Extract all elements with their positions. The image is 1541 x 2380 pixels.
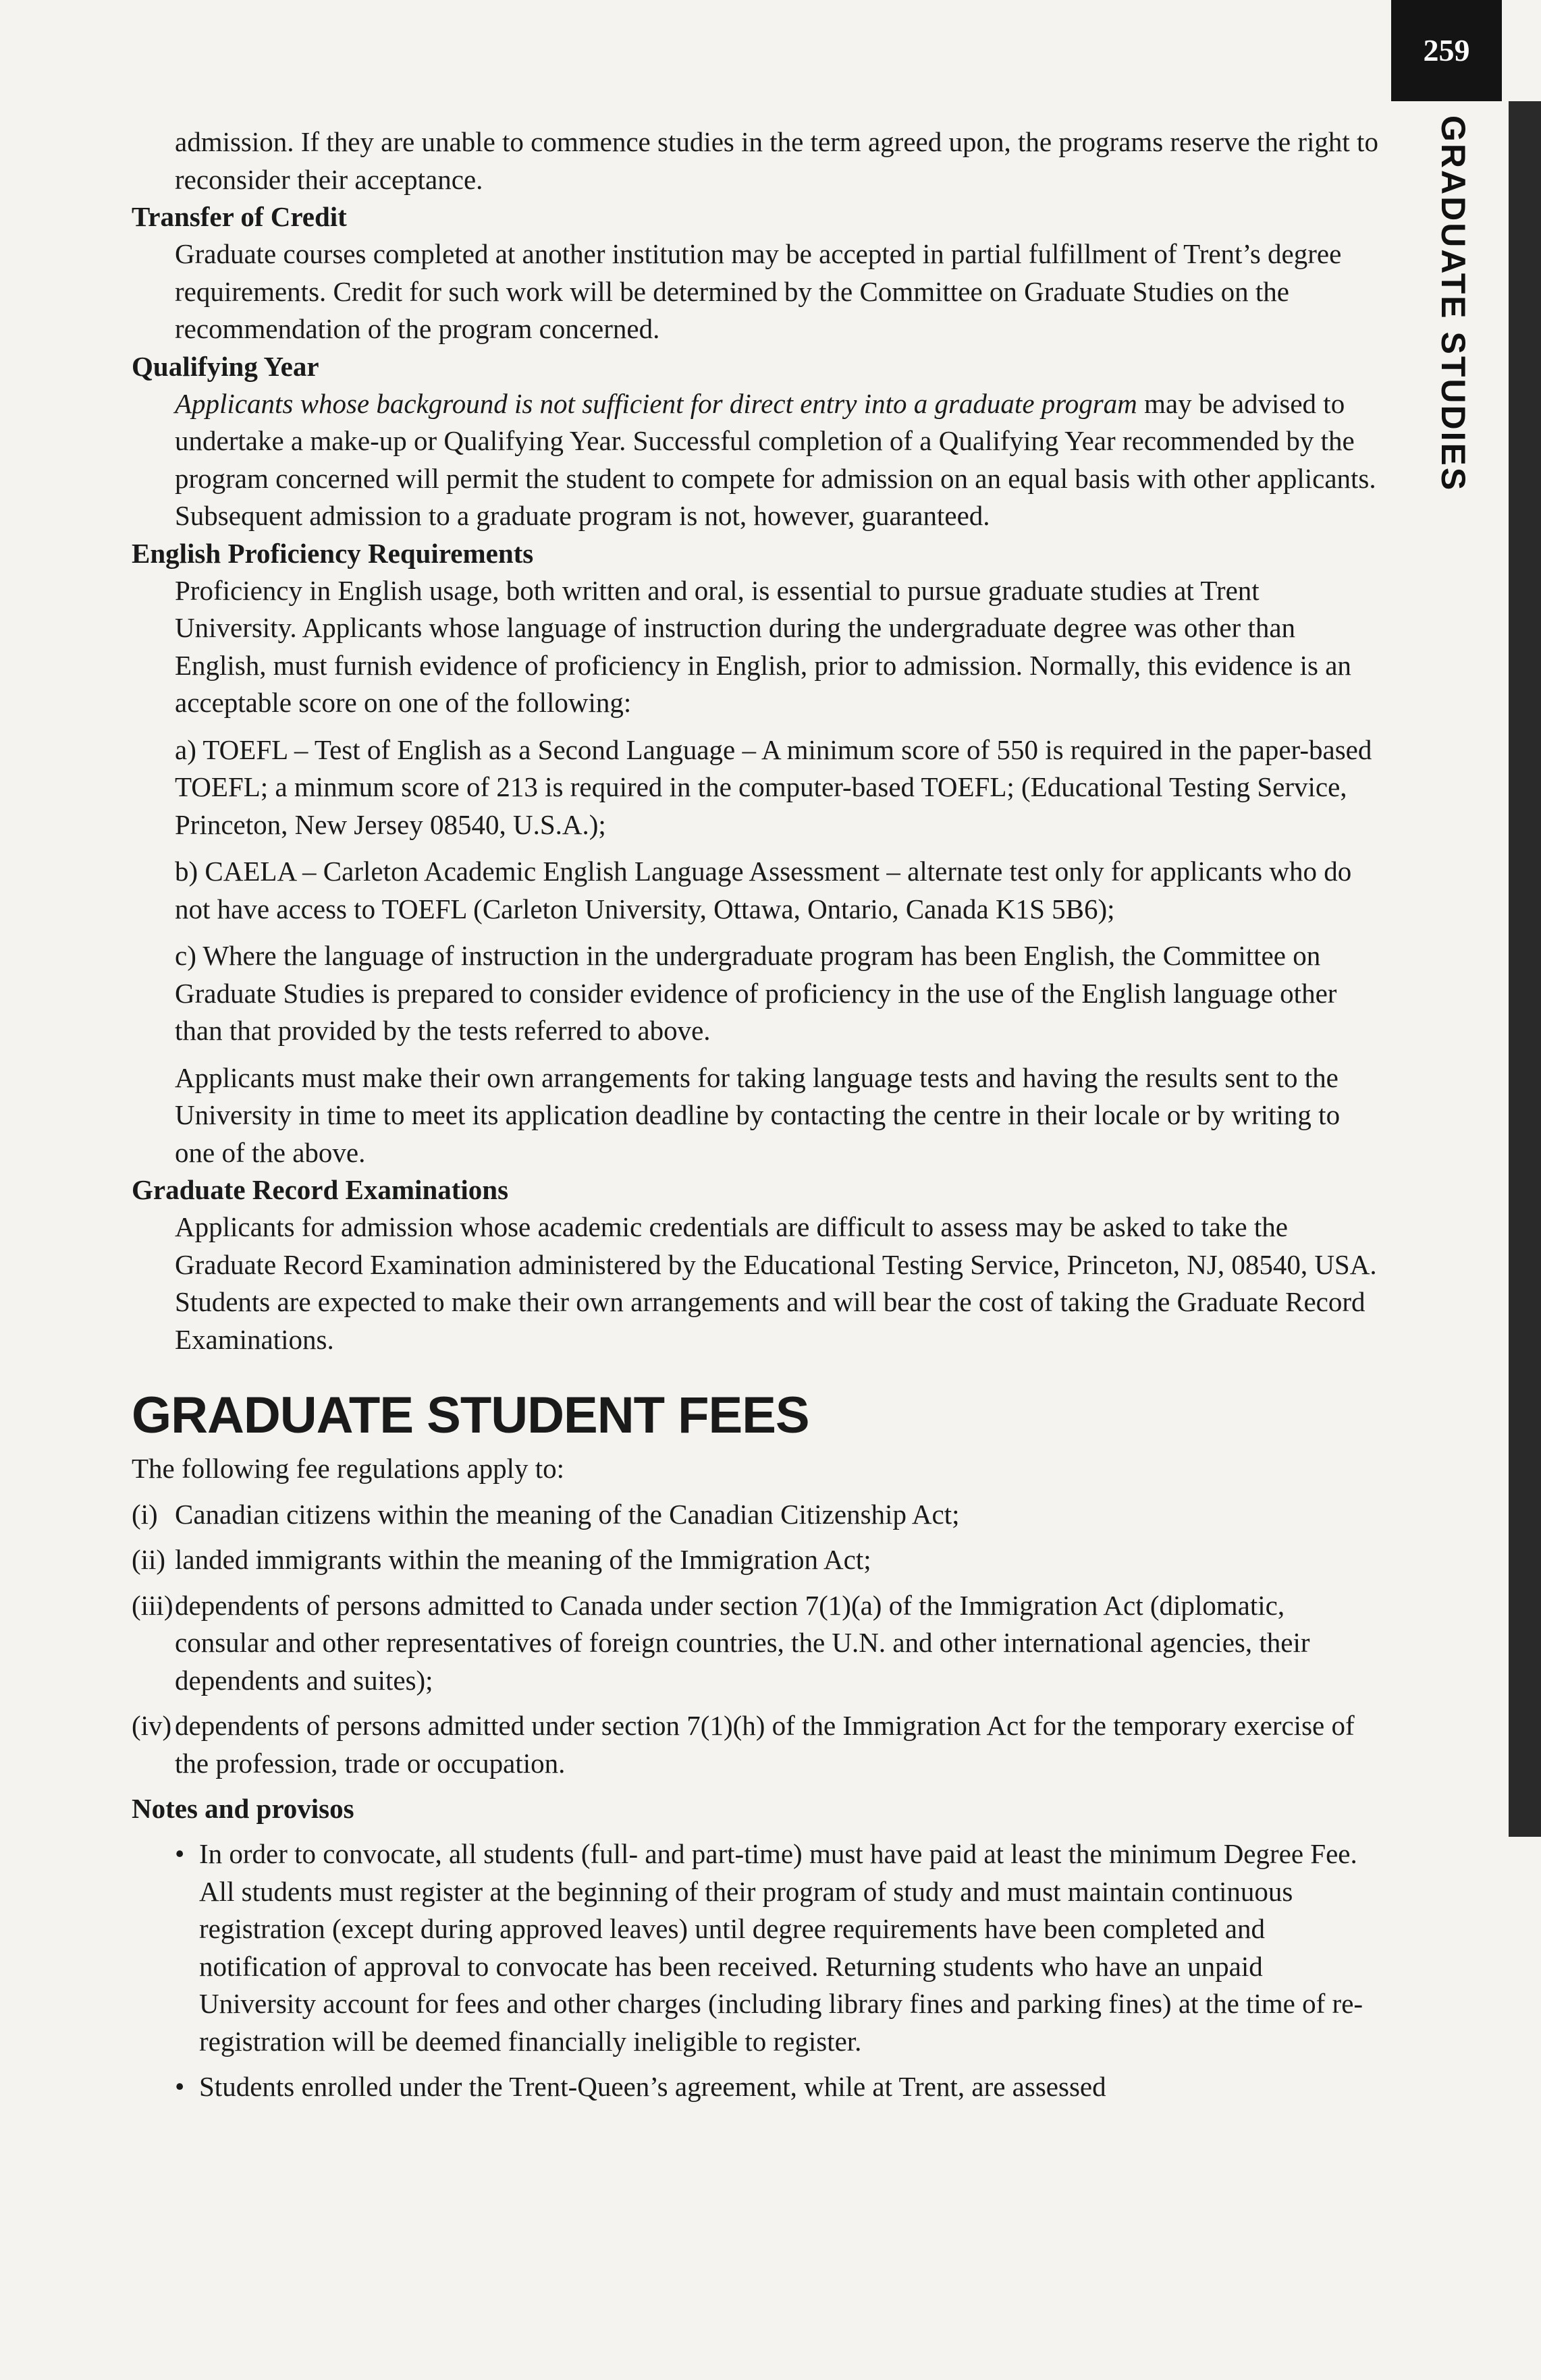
- bullet-text: Students enrolled under the Trent-Queen’s agreement, while at Trent, are assessed: [199, 2071, 1106, 2102]
- page-number: 259: [1391, 0, 1502, 101]
- fees-item-iv: [132, 1707, 1380, 1782]
- page-content: [132, 123, 1380, 2106]
- section-tab: [1409, 115, 1497, 493]
- qualifying-paragraph: [175, 385, 1380, 535]
- qualifying-heading: Qualifying Year: [132, 350, 319, 382]
- english-paragraph: Proficiency in English usage, both written and oral, is essential to pursue graduate studies at Trent University. Applicants whose language of instruction during the undergraduate degree was other than English, must furnish evidence of proficiency in English, prior to admission. Normally, this evidence is an acceptable score on one of the following:: [175, 574, 1351, 718]
- fees-item-text: dependents of persons admitted under section 7(1)(h) of the Immigration Act for the temporary exercise of the profession, trade or occupation.: [175, 1710, 1355, 1779]
- qualifying-text: may be advised to undertake a make-up or Qualifying Year. Successful completion of a Qualifying Year recommended by the program concerned will permit the student to compete for admission on an equal basis with other applicants. Subsequent admission to a graduate program is not, however, guaranteed.: [175, 387, 1376, 531]
- fees-item-i: [132, 1496, 1380, 1534]
- notes-list: [175, 1835, 1380, 2106]
- fees-item-text: Canadian citizens within the meaning of the Canadian Citizenship Act;: [175, 1498, 960, 1530]
- gre-paragraph: Applicants for admission whose academic credentials are difficult to assess may be asked to take the Graduate Record Examination administered by the Educational Testing Service, Princeton, NJ, 08540, USA. Students are expected to make their own arrangements and will bear the cost of taking the Graduate Record Examinations.: [175, 1211, 1377, 1355]
- bullet-text: In order to convocate, all students (full- and part-time) must have paid at least the minimum Degree Fee. All students must register at the beginning of their program of study and must maintain continuous registration (except during approved leaves) until degree requirements have been completed and notification of approval to convocate has been received. Returning students who have an unpaid University account for fees and other charges (including library fines and parking fines) at the time of re-registration will be deemed financially ineligible to register.: [199, 1838, 1363, 2057]
- list-item: [175, 1835, 1380, 2060]
- fees-item-ii: [132, 1541, 1380, 1579]
- transfer-heading: Transfer of Credit: [132, 201, 347, 232]
- qualifying-italic-text: Applicants whose background is not sufficient for direct entry into a graduate program: [175, 387, 1137, 419]
- list-item: [175, 2068, 1380, 2106]
- gre-heading: Graduate Record Examinations: [132, 1174, 509, 1205]
- english-heading: English Proficiency Requirements: [132, 537, 534, 569]
- fees-item-iii: [132, 1587, 1380, 1700]
- bullet-icon: •: [175, 2071, 185, 2102]
- bullet-icon: •: [175, 1838, 185, 1869]
- english-closing: Applicants must make their own arrangements for taking language tests and having the results sent to the University in time to meet its application deadline by contacting the centre in their locale or by writing to one of the above.: [175, 1061, 1341, 1168]
- fees-item-label: (iv): [132, 1710, 172, 1741]
- fees-item-text: dependents of persons admitted to Canada under section 7(1)(a) of the Immigration Act (diplomatic, consular and other representatives of foreign countries, the U.N. and other international agencies, their dependents and suites);: [175, 1589, 1310, 1696]
- fees-item-label: (i): [132, 1498, 158, 1530]
- english-item-c: c) Where the language of instruction in the undergraduate program has been English, the Committee on Graduate Studies is prepared to consider evidence of proficiency in the use of the English language other than that provided by the tests referred to above.: [175, 940, 1337, 1046]
- intro-paragraph: admission. If they are unable to commence studies in the term agreed upon, the programs reserve the right to reconsider their acceptance.: [175, 126, 1378, 195]
- english-item-a: a) TOEFL – Test of English as a Second Language – A minimum score of 550 is required in the paper-based TOEFL; a minmum score of 213 is required in the computer-based TOEFL; (Educational Testing Service, Princeton, New Jersey 08540, U.S.A.);: [175, 734, 1372, 840]
- fees-intro: The following fee regulations apply to:: [132, 1453, 565, 1484]
- fees-item-label: (iii): [132, 1589, 173, 1621]
- fees-item-text: landed immigrants within the meaning of the Immigration Act;: [175, 1544, 871, 1575]
- notes-heading: Notes and provisos: [132, 1793, 354, 1824]
- fees-item-label: (ii): [132, 1544, 166, 1575]
- section-edge-bar: [1509, 101, 1541, 1837]
- english-item-b: b) CAELA – Carleton Academic English Language Assessment – alternate test only for applicants who do not have access to TOEFL (Carleton University, Ottawa, Ontario, Canada K1S 5B6);: [175, 856, 1352, 924]
- section-tab-label: GRADUATE STUDIES: [1434, 115, 1472, 493]
- transfer-paragraph: Graduate courses completed at another institution may be accepted in partial fulfillment of Trent’s degree requirements. Credit for such work will be determined by the Committee on Graduate Studies on the recommendation of the program concerned.: [175, 238, 1342, 344]
- fees-title: GRADUATE STUDENT FEES: [132, 1387, 809, 1444]
